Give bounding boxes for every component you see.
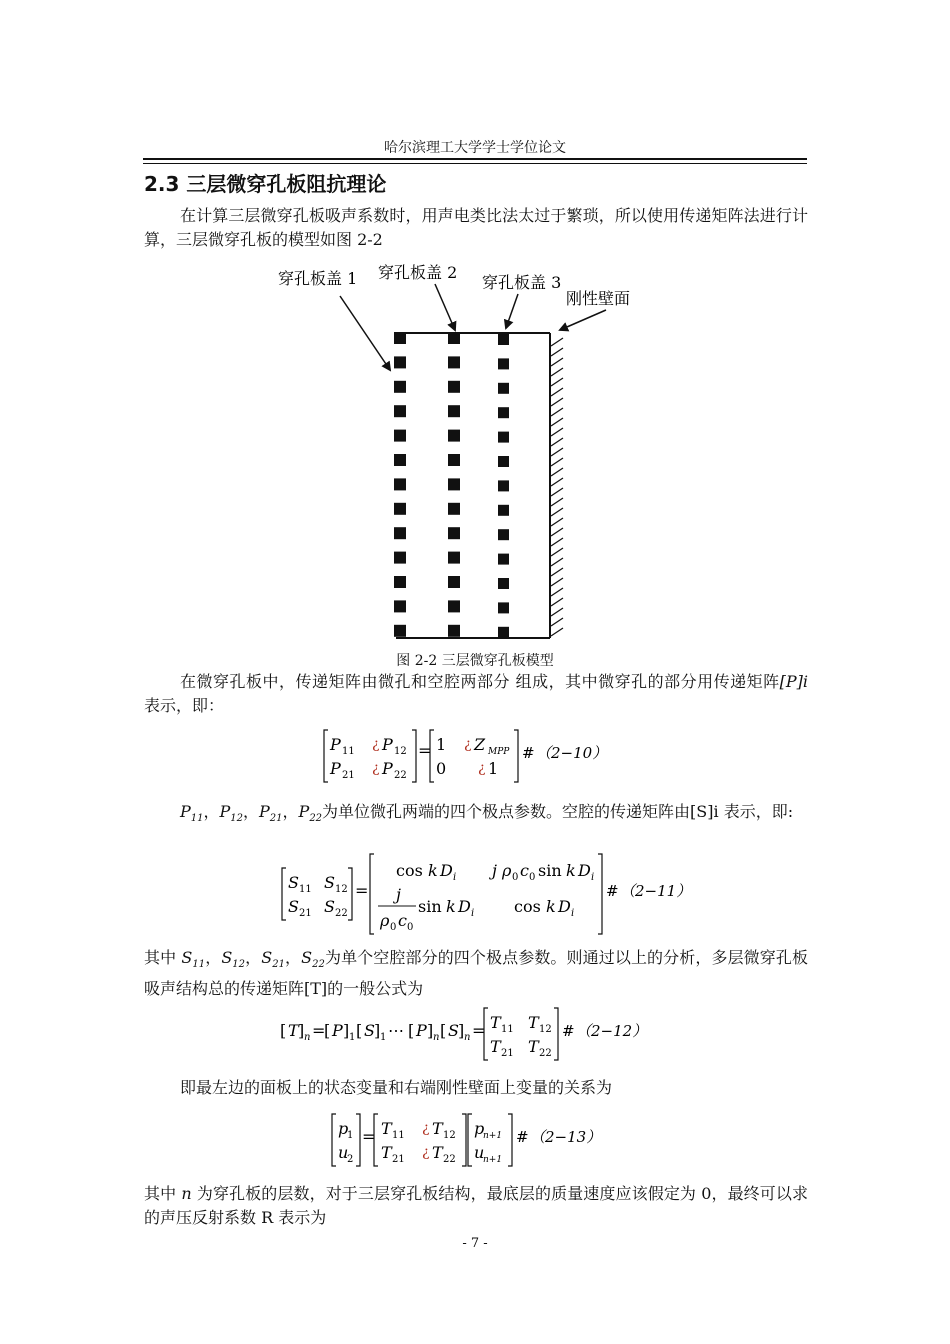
- svg-text:k: k: [446, 897, 456, 916]
- svg-text:S: S: [288, 897, 299, 916]
- svg-text:T: T: [381, 1143, 392, 1162]
- hatch-line: [551, 568, 563, 576]
- svg-text:D: D: [440, 861, 453, 880]
- svg-text:21: 21: [392, 1154, 405, 1165]
- hatch-line: [551, 598, 563, 606]
- svg-text:MPP: MPP: [488, 747, 510, 757]
- svg-text:n: n: [433, 1032, 440, 1043]
- svg-text:1: 1: [347, 1130, 354, 1141]
- arrow-plate-3: [506, 294, 518, 328]
- hatch-line: [551, 418, 563, 426]
- svg-text:i: i: [471, 908, 475, 919]
- hatch-line: [551, 378, 563, 386]
- svg-text:T: T: [288, 1021, 299, 1040]
- section-title: 2.3 三层微穿孔板阻抗理论: [144, 172, 387, 196]
- hatch-line: [551, 618, 563, 626]
- svg-text:j: j: [396, 885, 401, 904]
- svg-text:12: 12: [335, 884, 348, 895]
- svg-text:j: j: [492, 861, 497, 880]
- perforation-hole: [498, 334, 509, 345]
- label-plate-2: 穿孔板盖 2: [378, 263, 458, 282]
- arrow-plate-1: [340, 296, 390, 370]
- svg-text:n+1: n+1: [483, 1131, 503, 1141]
- svg-text:[: [: [440, 1021, 447, 1040]
- hatch-line: [551, 518, 563, 526]
- svg-text:1: 1: [488, 759, 499, 778]
- svg-text:P: P: [416, 1021, 427, 1040]
- svg-text:P: P: [330, 735, 341, 754]
- svg-text:21: 21: [342, 770, 355, 781]
- svg-text:2: 2: [347, 1154, 354, 1165]
- svg-text:¿: ¿: [478, 760, 486, 776]
- perforation-hole: [394, 381, 406, 393]
- hatch-line: [551, 488, 563, 496]
- svg-text:11: 11: [501, 1024, 514, 1035]
- svg-text:21: 21: [299, 908, 312, 919]
- equation-2-13: [326, 1110, 656, 1170]
- equation-2-10: [318, 726, 648, 786]
- svg-text:u: u: [474, 1143, 485, 1162]
- svg-text:11: 11: [299, 884, 312, 895]
- label-plate-3: 穿孔板盖 3: [482, 273, 562, 292]
- hatch-line: [551, 338, 563, 346]
- svg-text:k: k: [546, 897, 556, 916]
- svg-text:¿: ¿: [372, 760, 380, 776]
- perforation-hole: [448, 430, 460, 442]
- svg-text:11: 11: [342, 746, 355, 757]
- svg-text:1: 1: [349, 1032, 356, 1043]
- paragraph-state-variables: 即最左边的面板上的状态变量和右端刚性壁面上变量的关系为: [180, 1078, 613, 1097]
- hatch-line: [551, 538, 563, 546]
- hatch-line: [551, 558, 563, 566]
- hatch-line: [551, 578, 563, 586]
- svg-text:12: 12: [539, 1024, 552, 1035]
- svg-text:#: #: [516, 1128, 529, 1146]
- svg-text:]: ]: [343, 1021, 350, 1040]
- svg-text:cos: cos: [396, 861, 423, 880]
- perforation-hole: [394, 405, 406, 417]
- svg-text:P: P: [330, 759, 341, 778]
- header-rule-thin: [143, 163, 807, 164]
- svg-text:]: ]: [427, 1021, 434, 1040]
- svg-text:[: [: [280, 1021, 287, 1040]
- perforation-hole: [498, 383, 509, 394]
- perforation-hole: [448, 405, 460, 417]
- p2-matrix-symbol: [P]i: [779, 672, 808, 691]
- svg-text:]: ]: [374, 1021, 381, 1040]
- perforation-hole: [498, 456, 509, 467]
- svg-text:T: T: [432, 1143, 443, 1162]
- hatch-line: [551, 388, 563, 396]
- svg-text:0: 0: [390, 922, 397, 933]
- svg-text:n: n: [464, 1032, 471, 1043]
- plate-3-holes: [498, 334, 509, 638]
- hatch-line: [551, 608, 563, 616]
- hatch-line: [551, 408, 563, 416]
- plate-2-holes: [448, 332, 460, 637]
- paragraph-transfer-matrix: [144, 670, 808, 718]
- svg-text:⋯: ⋯: [388, 1021, 404, 1040]
- svg-text:T: T: [528, 1013, 539, 1032]
- svg-text:]: ]: [298, 1021, 305, 1040]
- svg-text:0: 0: [529, 872, 536, 883]
- perforation-hole: [498, 480, 509, 491]
- svg-text:D: D: [458, 897, 471, 916]
- paragraph-intro: 在计算三层微穿孔板吸声系数时，用声电类比法太过于繁琐，所以使用传递矩阵法进行计算，三层微穿孔板的模型如图 2-2: [144, 206, 808, 249]
- hatch-line: [551, 528, 563, 536]
- svg-text:=: =: [418, 741, 432, 760]
- perforation-hole: [394, 600, 406, 612]
- running-header: 哈尔滨理工大学学士学位论文: [384, 140, 566, 156]
- svg-text:22: 22: [394, 770, 407, 781]
- svg-text:cos: cos: [514, 897, 541, 916]
- svg-text:u: u: [338, 1143, 349, 1162]
- svg-text:=: =: [472, 1021, 486, 1040]
- svg-text:k: k: [566, 861, 576, 880]
- svg-text:S: S: [448, 1021, 459, 1040]
- svg-text:11: 11: [392, 1130, 405, 1141]
- svg-text:12: 12: [394, 746, 407, 757]
- svg-text:P: P: [332, 1021, 343, 1040]
- svg-text:1: 1: [436, 735, 447, 754]
- perforation-hole: [448, 600, 460, 612]
- hatch-line: [551, 358, 563, 366]
- perforation-hole: [448, 332, 460, 344]
- arrow-rigid-wall: [560, 310, 606, 330]
- hatch-line: [551, 368, 563, 376]
- perforation-hole: [498, 627, 509, 638]
- svg-text:p: p: [338, 1119, 349, 1138]
- header-rule-thick: [143, 158, 807, 160]
- svg-text:c: c: [398, 911, 407, 930]
- svg-text:T: T: [490, 1013, 501, 1032]
- svg-text:=: =: [362, 1127, 376, 1146]
- perforation-hole: [394, 454, 406, 466]
- svg-text:#: #: [562, 1022, 575, 1040]
- svg-text:]: ]: [458, 1021, 465, 1040]
- perforation-hole: [448, 552, 460, 564]
- svg-text:T: T: [528, 1037, 539, 1056]
- perforation-hole: [498, 432, 509, 443]
- svg-text:22: 22: [539, 1048, 552, 1059]
- perforation-hole: [394, 552, 406, 564]
- perforation-hole: [448, 527, 460, 539]
- perforation-hole: [448, 381, 460, 393]
- perforation-hole: [394, 625, 406, 637]
- hatch-line: [551, 448, 563, 456]
- svg-text:（2−12）: （2−12）: [576, 1022, 648, 1040]
- svg-text:¿: ¿: [422, 1120, 430, 1136]
- svg-text:[: [: [408, 1021, 415, 1040]
- svg-text:=: =: [355, 881, 369, 900]
- svg-text:S: S: [324, 897, 335, 916]
- svg-text:0: 0: [512, 872, 519, 883]
- perforation-hole: [394, 430, 406, 442]
- figure-caption: 图 2-2 三层微穿孔板模型: [396, 653, 554, 669]
- wall-hatching: [551, 338, 563, 636]
- perforation-hole: [394, 332, 406, 344]
- svg-text:¿: ¿: [372, 736, 380, 752]
- svg-text:0: 0: [436, 759, 447, 778]
- hatch-line: [551, 348, 563, 356]
- svg-text:（2−13）: （2−13）: [530, 1128, 602, 1146]
- equation-2-12: [278, 1004, 698, 1064]
- svg-text:12: 12: [443, 1130, 456, 1141]
- svg-text:#: #: [522, 744, 535, 762]
- paragraph-pole-params-p: $P_{11}$，$P_{12}$，$P_{21}$，$P_{22}$为单位微孔两端的四个极点参数。空腔的传递矩阵由[S]i 表示，即:: [180, 802, 794, 825]
- perforation-hole: [394, 478, 406, 490]
- svg-text:Z: Z: [474, 735, 486, 754]
- hatch-line: [551, 588, 563, 596]
- svg-text:sin: sin: [538, 861, 562, 880]
- perforation-hole: [448, 478, 460, 490]
- svg-text:sin: sin: [418, 897, 442, 916]
- svg-text:D: D: [558, 897, 571, 916]
- perforation-hole: [498, 505, 509, 516]
- equation-2-11: [276, 852, 716, 936]
- perforation-hole: [448, 503, 460, 515]
- label-plate-1: 穿孔板盖 1: [278, 269, 358, 288]
- svg-text:T: T: [432, 1119, 443, 1138]
- perforation-hole: [498, 554, 509, 565]
- svg-text:c: c: [520, 861, 529, 880]
- svg-text:P: P: [382, 735, 393, 754]
- hatch-line: [551, 428, 563, 436]
- svg-text:ρ: ρ: [380, 911, 390, 930]
- hatch-line: [551, 548, 563, 556]
- svg-text:S: S: [324, 873, 335, 892]
- svg-text:S: S: [288, 873, 299, 892]
- perforation-hole: [498, 407, 509, 418]
- svg-text:S: S: [364, 1021, 375, 1040]
- svg-text:¿: ¿: [464, 736, 472, 752]
- perforation-hole: [394, 356, 406, 368]
- perforation-hole: [498, 578, 509, 589]
- perforation-hole: [394, 527, 406, 539]
- hatch-line: [551, 628, 563, 636]
- paragraph-pole-params-s: 其中 $S_{11}$，$S_{12}$，$S_{21}$，$S_{22}$为单个空腔部分的四个极点参数。则通过以上的分析，多层微穿孔板吸声结构总的传递矩阵[T]的一般公式为: [144, 948, 808, 999]
- hatch-line: [551, 398, 563, 406]
- svg-text:n+1: n+1: [483, 1155, 503, 1165]
- perforation-hole: [448, 576, 460, 588]
- paragraph-reflection: 其中 n 为穿孔板的层数，对于三层穿孔板结构，最底层的质量速度应该假定为 0，最终可以求的声压反射系数 R 表示为: [144, 1184, 808, 1227]
- perforation-hole: [448, 625, 460, 637]
- svg-text:（2−10）: （2−10）: [536, 744, 608, 762]
- svg-text:i: i: [591, 872, 595, 883]
- perforation-hole: [498, 529, 509, 540]
- svg-text:i: i: [571, 908, 575, 919]
- svg-text:n: n: [304, 1032, 311, 1043]
- perforation-hole: [448, 356, 460, 368]
- svg-text:D: D: [578, 861, 591, 880]
- svg-text:T: T: [381, 1119, 392, 1138]
- hatch-line: [551, 478, 563, 486]
- svg-text:ρ: ρ: [502, 861, 512, 880]
- p2-text-c: 表示，即：: [144, 696, 225, 715]
- svg-text:22: 22: [443, 1154, 456, 1165]
- svg-text:P: P: [382, 759, 393, 778]
- svg-text:0: 0: [407, 922, 414, 933]
- svg-text:[: [: [324, 1021, 331, 1040]
- perforation-hole: [498, 602, 509, 613]
- svg-text:p: p: [474, 1119, 485, 1138]
- figure-three-layer-model: [270, 258, 690, 648]
- arrow-plate-2: [435, 284, 455, 330]
- perforation-hole: [448, 454, 460, 466]
- hatch-line: [551, 458, 563, 466]
- svg-text:1: 1: [380, 1032, 387, 1043]
- page-number: - 7 -: [462, 1236, 488, 1251]
- hatch-line: [551, 508, 563, 516]
- svg-text:=: =: [312, 1021, 326, 1040]
- p2-text-a: 在微穿孔板中，传递矩阵由微孔和空腔两部分 组成，其中微穿孔的部分用传递矩阵: [180, 672, 780, 691]
- svg-text:（2−11）: （2−11）: [620, 882, 692, 900]
- perforation-hole: [394, 576, 406, 588]
- svg-text:i: i: [453, 872, 457, 883]
- plate-1-holes: [394, 332, 406, 637]
- svg-text:[: [: [356, 1021, 363, 1040]
- perforation-hole: [498, 358, 509, 369]
- svg-text:¿: ¿: [422, 1144, 430, 1160]
- svg-text:#: #: [606, 882, 619, 900]
- svg-text:k: k: [428, 861, 438, 880]
- hatch-line: [551, 468, 563, 476]
- label-rigid-wall: 刚性壁面: [566, 289, 631, 308]
- hatch-line: [551, 438, 563, 446]
- svg-text:22: 22: [335, 908, 348, 919]
- svg-text:T: T: [490, 1037, 501, 1056]
- hatch-line: [551, 498, 563, 506]
- perforation-hole: [394, 503, 406, 515]
- svg-text:21: 21: [501, 1048, 514, 1059]
